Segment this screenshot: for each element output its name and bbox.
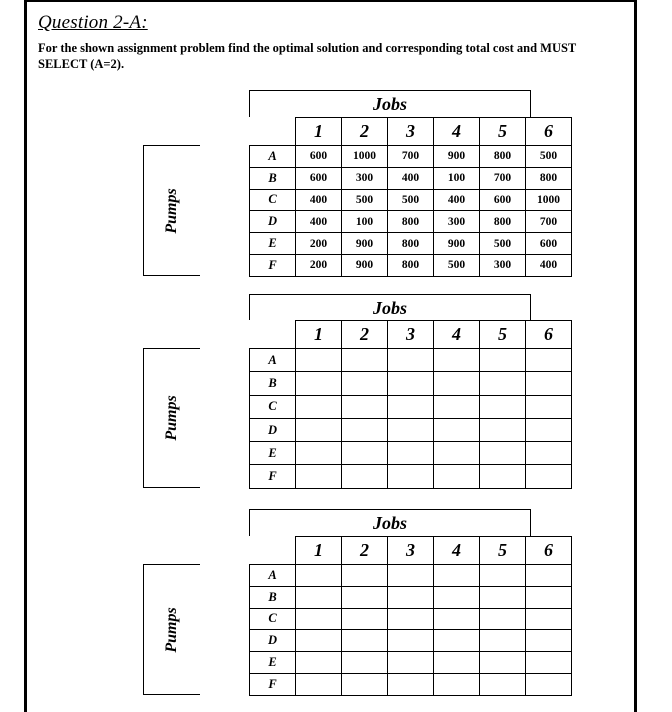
answer-cell bbox=[342, 652, 388, 674]
cost-cell: 400 bbox=[296, 211, 342, 233]
job-number: 1 bbox=[296, 118, 342, 146]
pump-label: B bbox=[250, 167, 296, 189]
answer-cell bbox=[434, 565, 480, 587]
cost-cell: 700 bbox=[526, 211, 572, 233]
table-row bbox=[250, 652, 572, 674]
answer-cell bbox=[388, 652, 434, 674]
cost-cell: 1000 bbox=[526, 189, 572, 211]
pump-label: F bbox=[250, 254, 296, 276]
job-number: 5 bbox=[480, 537, 526, 565]
answer-cell bbox=[342, 586, 388, 608]
cost-cell: 200 bbox=[296, 233, 342, 255]
answer-cell bbox=[526, 586, 572, 608]
answer-cell bbox=[480, 608, 526, 630]
answer-cell bbox=[342, 608, 388, 630]
answer-cell bbox=[296, 465, 342, 488]
cost-cell: 400 bbox=[388, 167, 434, 189]
cost-cell: 500 bbox=[480, 233, 526, 255]
job-number: 6 bbox=[526, 118, 572, 146]
jobs-header bbox=[249, 509, 531, 536]
answer-cell bbox=[480, 673, 526, 695]
answer-cell bbox=[480, 465, 526, 488]
pump-label: D bbox=[250, 418, 296, 441]
question-text: For the shown assignment problem find the optimal solution and corresponding total cost and MUST SELECT (A=2). bbox=[38, 41, 577, 71]
cost-cell: 300 bbox=[342, 167, 388, 189]
cost-cell: 500 bbox=[388, 189, 434, 211]
answer-cell bbox=[480, 349, 526, 372]
pump-label: D bbox=[250, 630, 296, 652]
answer-cell bbox=[296, 673, 342, 695]
cost-cell: 600 bbox=[526, 233, 572, 255]
job-header-row bbox=[250, 321, 572, 349]
answer-cell bbox=[434, 652, 480, 674]
cost-cell: 900 bbox=[342, 254, 388, 276]
pumps-header bbox=[143, 564, 200, 695]
job-number: 1 bbox=[296, 321, 342, 349]
answer-cell bbox=[342, 395, 388, 418]
job-number: 2 bbox=[342, 118, 388, 146]
pump-label: F bbox=[250, 673, 296, 695]
cost-cell: 300 bbox=[480, 254, 526, 276]
table-row bbox=[250, 442, 572, 465]
pump-label: B bbox=[250, 372, 296, 395]
question-title: Question 2-A: bbox=[38, 12, 148, 33]
job-number: 5 bbox=[480, 118, 526, 146]
pump-label: A bbox=[250, 349, 296, 372]
job-number: 6 bbox=[526, 537, 572, 565]
answer-cell bbox=[434, 349, 480, 372]
blank-table-1 bbox=[249, 320, 572, 489]
table-row bbox=[250, 608, 572, 630]
cost-cell: 800 bbox=[480, 211, 526, 233]
table-row bbox=[250, 465, 572, 488]
cost-cell: 600 bbox=[296, 167, 342, 189]
answer-cell bbox=[434, 630, 480, 652]
pumps-header bbox=[143, 348, 200, 488]
answer-cell bbox=[388, 565, 434, 587]
pump-label: E bbox=[250, 442, 296, 465]
answer-cell bbox=[526, 349, 572, 372]
answer-cell bbox=[480, 586, 526, 608]
corner-cell bbox=[250, 118, 296, 146]
answer-cell bbox=[526, 372, 572, 395]
table-row bbox=[250, 211, 572, 233]
answer-cell bbox=[480, 395, 526, 418]
answer-cell bbox=[342, 442, 388, 465]
cost-cell: 800 bbox=[526, 167, 572, 189]
answer-cell bbox=[480, 565, 526, 587]
cost-cell: 900 bbox=[434, 146, 480, 168]
answer-cell bbox=[342, 349, 388, 372]
jobs-label: Jobs bbox=[372, 513, 407, 533]
answer-cell bbox=[342, 465, 388, 488]
cost-cell: 300 bbox=[434, 211, 480, 233]
table-row bbox=[250, 189, 572, 211]
answer-cell bbox=[526, 652, 572, 674]
cost-cell: 1000 bbox=[342, 146, 388, 168]
corner-cell bbox=[250, 537, 296, 565]
answer-cell bbox=[434, 372, 480, 395]
cost-cell: 700 bbox=[388, 146, 434, 168]
answer-cell bbox=[526, 630, 572, 652]
jobs-header bbox=[249, 294, 531, 320]
cost-cell: 800 bbox=[480, 146, 526, 168]
answer-cell bbox=[296, 586, 342, 608]
answer-cell bbox=[388, 418, 434, 441]
job-number: 4 bbox=[434, 321, 480, 349]
table-row bbox=[250, 395, 572, 418]
answer-cell bbox=[388, 630, 434, 652]
answer-cell bbox=[342, 565, 388, 587]
cost-cell: 500 bbox=[526, 146, 572, 168]
answer-cell bbox=[434, 418, 480, 441]
answer-cell bbox=[388, 395, 434, 418]
answer-cell bbox=[480, 372, 526, 395]
cost-cell: 600 bbox=[480, 189, 526, 211]
cost-cell: 400 bbox=[526, 254, 572, 276]
table-row bbox=[250, 372, 572, 395]
table-row bbox=[250, 349, 572, 372]
pump-label: D bbox=[250, 211, 296, 233]
answer-cell bbox=[434, 395, 480, 418]
pump-label: A bbox=[250, 146, 296, 168]
answer-cell bbox=[388, 372, 434, 395]
answer-cell bbox=[434, 465, 480, 488]
corner-cell bbox=[250, 321, 296, 349]
answer-cell bbox=[526, 673, 572, 695]
answer-cell bbox=[342, 418, 388, 441]
table-row bbox=[250, 586, 572, 608]
job-number: 3 bbox=[388, 321, 434, 349]
answer-cell bbox=[526, 418, 572, 441]
answer-cell bbox=[296, 372, 342, 395]
pump-label: C bbox=[250, 189, 296, 211]
answer-cell bbox=[296, 418, 342, 441]
answer-cell bbox=[480, 418, 526, 441]
job-number: 2 bbox=[342, 321, 388, 349]
answer-cell bbox=[388, 442, 434, 465]
answer-cell bbox=[434, 608, 480, 630]
pumps-label: Pumps bbox=[163, 606, 180, 653]
cost-cell: 100 bbox=[434, 167, 480, 189]
job-number: 4 bbox=[434, 537, 480, 565]
cost-cell: 700 bbox=[480, 167, 526, 189]
answer-cell bbox=[388, 673, 434, 695]
answer-cell bbox=[296, 608, 342, 630]
cost-cell: 900 bbox=[434, 233, 480, 255]
blank-table-2 bbox=[249, 536, 572, 696]
answer-cell bbox=[526, 608, 572, 630]
cost-cell: 400 bbox=[434, 189, 480, 211]
answer-cell bbox=[388, 586, 434, 608]
cost-cell: 400 bbox=[296, 189, 342, 211]
cost-cell: 200 bbox=[296, 254, 342, 276]
job-number: 3 bbox=[388, 118, 434, 146]
job-number: 3 bbox=[388, 537, 434, 565]
table-row bbox=[250, 146, 572, 168]
cost-cell: 100 bbox=[342, 211, 388, 233]
pump-label: E bbox=[250, 652, 296, 674]
table-row bbox=[250, 233, 572, 255]
answer-cell bbox=[296, 349, 342, 372]
answer-cell bbox=[480, 630, 526, 652]
pumps-header bbox=[143, 145, 200, 276]
job-number: 4 bbox=[434, 118, 480, 146]
cost-cell: 600 bbox=[296, 146, 342, 168]
answer-cell bbox=[526, 565, 572, 587]
answer-cell bbox=[296, 652, 342, 674]
answer-cell bbox=[526, 442, 572, 465]
answer-cell bbox=[388, 608, 434, 630]
table-row bbox=[250, 673, 572, 695]
table-row bbox=[250, 167, 572, 189]
cost-cell: 800 bbox=[388, 254, 434, 276]
pump-label: C bbox=[250, 395, 296, 418]
cost-cell: 500 bbox=[434, 254, 480, 276]
job-header-row bbox=[250, 118, 572, 146]
answer-cell bbox=[388, 349, 434, 372]
cost-cell: 900 bbox=[342, 233, 388, 255]
answer-cell bbox=[526, 465, 572, 488]
answer-cell bbox=[388, 465, 434, 488]
answer-cell bbox=[342, 673, 388, 695]
jobs-label: Jobs bbox=[372, 94, 407, 114]
answer-cell bbox=[480, 652, 526, 674]
answer-cell bbox=[480, 442, 526, 465]
table-row bbox=[250, 418, 572, 441]
answer-cell bbox=[296, 630, 342, 652]
answer-cell bbox=[296, 395, 342, 418]
answer-cell bbox=[296, 565, 342, 587]
jobs-header bbox=[249, 90, 531, 117]
answer-cell bbox=[342, 372, 388, 395]
jobs-label: Jobs bbox=[372, 298, 407, 318]
answer-cell bbox=[526, 395, 572, 418]
pump-label: F bbox=[250, 465, 296, 488]
answer-cell bbox=[434, 442, 480, 465]
table-row bbox=[250, 254, 572, 276]
job-number: 1 bbox=[296, 537, 342, 565]
answer-cell bbox=[434, 586, 480, 608]
pump-label: E bbox=[250, 233, 296, 255]
table-row bbox=[250, 630, 572, 652]
cost-cell: 500 bbox=[342, 189, 388, 211]
answer-cell bbox=[296, 442, 342, 465]
cost-table bbox=[249, 117, 572, 277]
pumps-label: Pumps bbox=[163, 395, 180, 441]
job-header-row bbox=[250, 537, 572, 565]
answer-cell bbox=[434, 673, 480, 695]
pump-label: C bbox=[250, 608, 296, 630]
job-number: 6 bbox=[526, 321, 572, 349]
job-number: 5 bbox=[480, 321, 526, 349]
cost-cell: 800 bbox=[388, 211, 434, 233]
cost-cell: 800 bbox=[388, 233, 434, 255]
pump-label: A bbox=[250, 565, 296, 587]
job-number: 2 bbox=[342, 537, 388, 565]
table-row bbox=[250, 565, 572, 587]
pumps-label: Pumps bbox=[163, 187, 180, 234]
pump-label: B bbox=[250, 586, 296, 608]
answer-cell bbox=[342, 630, 388, 652]
